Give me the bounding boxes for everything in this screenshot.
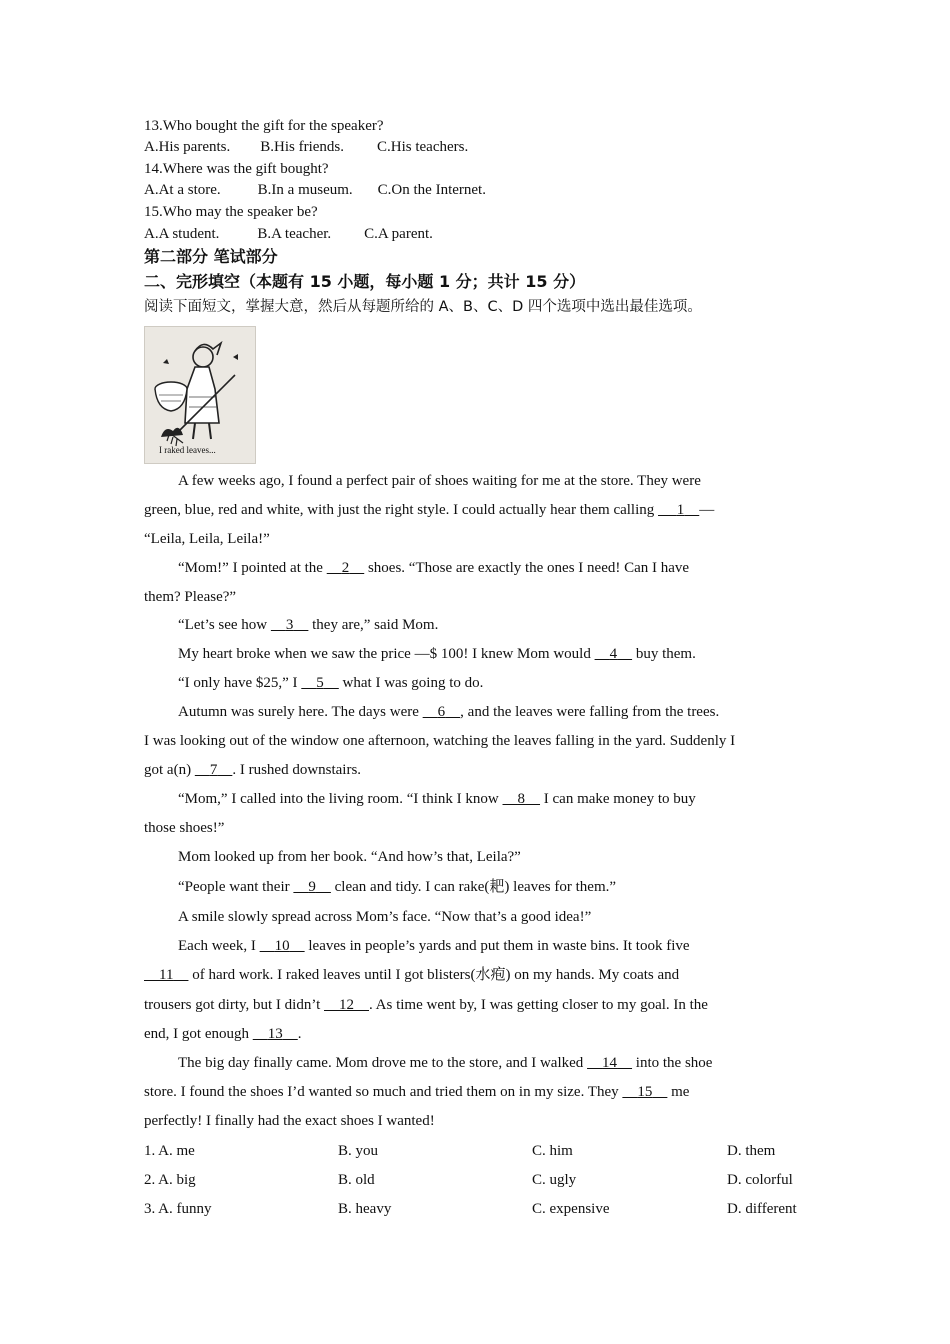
- question-14: 14.Where was the gift bought?: [144, 161, 329, 177]
- blank-14[interactable]: 14: [602, 1055, 618, 1071]
- passage-line: A smile slowly spread across Mom’s face. “Now that’s a good idea!”: [178, 909, 592, 925]
- option-1c[interactable]: C. him: [532, 1143, 573, 1159]
- option-2d[interactable]: D. colorful: [727, 1172, 793, 1188]
- passage-line: store. I found the shoes I’d wanted so much and tried them on in my size. They 15 me: [144, 1084, 690, 1100]
- question-15: 15.Who may the speaker be?: [144, 204, 318, 220]
- option-b: B.His friends.: [260, 139, 344, 155]
- passage-line: Each week, I 10 leaves in people’s yards and put them in waste bins. It took five: [178, 938, 690, 954]
- passage-line: end, I got enough 13 .: [144, 1026, 302, 1042]
- option-2b[interactable]: B. old: [338, 1172, 375, 1188]
- blank-3[interactable]: 3: [285, 617, 294, 633]
- option-c: C.On the Internet.: [377, 182, 486, 198]
- passage-line: 11 of hard work. I raked leaves until I got blisters(水疱) on my hands. My coats and: [144, 961, 809, 990]
- passage-line: “I only have $25,” I 5 what I was going to do.: [178, 675, 484, 691]
- blank-9[interactable]: 9: [308, 879, 316, 895]
- blank-13[interactable]: 13: [267, 1026, 283, 1042]
- option-c: C.A parent.: [364, 226, 433, 242]
- blank-11[interactable]: 11: [159, 967, 174, 983]
- girl-raking-leaves-drawing: [145, 327, 255, 463]
- option-1d[interactable]: D. them: [727, 1143, 776, 1159]
- question-14-options: [144, 180, 486, 200]
- question-13: 13.Who bought the gift for the speaker?: [144, 118, 384, 134]
- option-a: A.At a store.: [144, 182, 221, 198]
- passage-line: “Mom!” I pointed at the 2 shoes. “Those are exactly the ones I need! Can I have: [178, 560, 690, 576]
- blank-5[interactable]: 5: [316, 675, 324, 691]
- option-2c[interactable]: C. ugly: [532, 1172, 577, 1188]
- option-3c[interactable]: C. expensive: [532, 1201, 610, 1217]
- passage-line: I was looking out of the window one afternoon, watching the leaves falling in the yard. Suddenly I: [144, 733, 736, 749]
- passage-line: got a(n) 7 . I rushed downstairs.: [144, 762, 362, 778]
- option-1b[interactable]: B. you: [338, 1143, 379, 1159]
- blank-1[interactable]: 1: [676, 502, 685, 518]
- blank-7[interactable]: 7: [209, 762, 218, 778]
- option-3d[interactable]: D. different: [727, 1201, 797, 1217]
- option-1a[interactable]: 1. A. me: [144, 1143, 195, 1159]
- passage-line: them? Please?”: [144, 589, 237, 605]
- passage-line: My heart broke when we saw the price —$ 100! I knew Mom would 4 buy them.: [178, 646, 696, 662]
- blank-2[interactable]: 2: [341, 560, 350, 576]
- option-2a[interactable]: 2. A. big: [144, 1172, 196, 1188]
- illustration-image: [144, 326, 256, 464]
- option-c: C.His teachers.: [377, 139, 469, 155]
- illustration-caption: I raked leaves...: [159, 445, 216, 455]
- blank-8[interactable]: 8: [517, 791, 526, 807]
- passage-line: those shoes!”: [144, 820, 225, 836]
- blank-10[interactable]: 10: [274, 938, 290, 954]
- section-title: 二、完形填空（本题有 15 小题，每小题 1 分；共计 15 分）: [144, 272, 586, 291]
- passage-line: trousers got dirty, but I didn’t 12 . As time went by, I was getting closer to my goal. In the: [144, 997, 708, 1013]
- question-15-options: [144, 224, 433, 244]
- passage-line: perfectly! I finally had the exact shoes I wanted!: [144, 1113, 435, 1129]
- blank-4[interactable]: 4: [609, 646, 618, 662]
- blank-12[interactable]: 12: [339, 997, 354, 1013]
- passage-line: “Mom,” I called into the living room. “I think I know 8 I can make money to buy: [178, 791, 696, 807]
- passage-line: “Let’s see how 3 they are,” said Mom.: [178, 617, 439, 633]
- passage-line: Autumn was surely here. The days were 6 , and the leaves were falling from the trees.: [178, 704, 720, 720]
- blank-6[interactable]: 6: [437, 704, 446, 720]
- option-3a[interactable]: 3. A. funny: [144, 1201, 212, 1217]
- option-3b[interactable]: B. heavy: [338, 1201, 392, 1217]
- part-title: 第二部分 笔试部分: [144, 247, 278, 266]
- passage-line: “Leila, Leila, Leila!”: [144, 531, 270, 547]
- passage-line: The big day finally came. Mom drove me to the store, and I walked 14 into the shoe: [178, 1055, 713, 1071]
- option-a: A.His parents.: [144, 139, 231, 155]
- option-a: A.A student.: [144, 226, 220, 242]
- passage-line: Mom looked up from her book. “And how’s that, Leila?”: [178, 849, 521, 865]
- passage-line: A few weeks ago, I found a perfect pair of shoes waiting for me at the store. They were: [178, 473, 701, 489]
- instructions: 阅读下面短文，掌握大意，然后从每题所给的 A、B、C、D 四个选项中选出最佳选项。: [144, 299, 702, 315]
- option-b: B.In a museum.: [257, 182, 353, 198]
- passage-line: “People want their 9 clean and tidy. I can rake(耙) leaves for them.”: [178, 879, 617, 895]
- blank-15[interactable]: 15: [637, 1084, 653, 1100]
- passage-line: green, blue, red and white, with just the right style. I could actually hear them calling 1 —: [144, 502, 715, 518]
- question-13-options: [144, 137, 468, 157]
- option-b: B.A teacher.: [257, 226, 332, 242]
